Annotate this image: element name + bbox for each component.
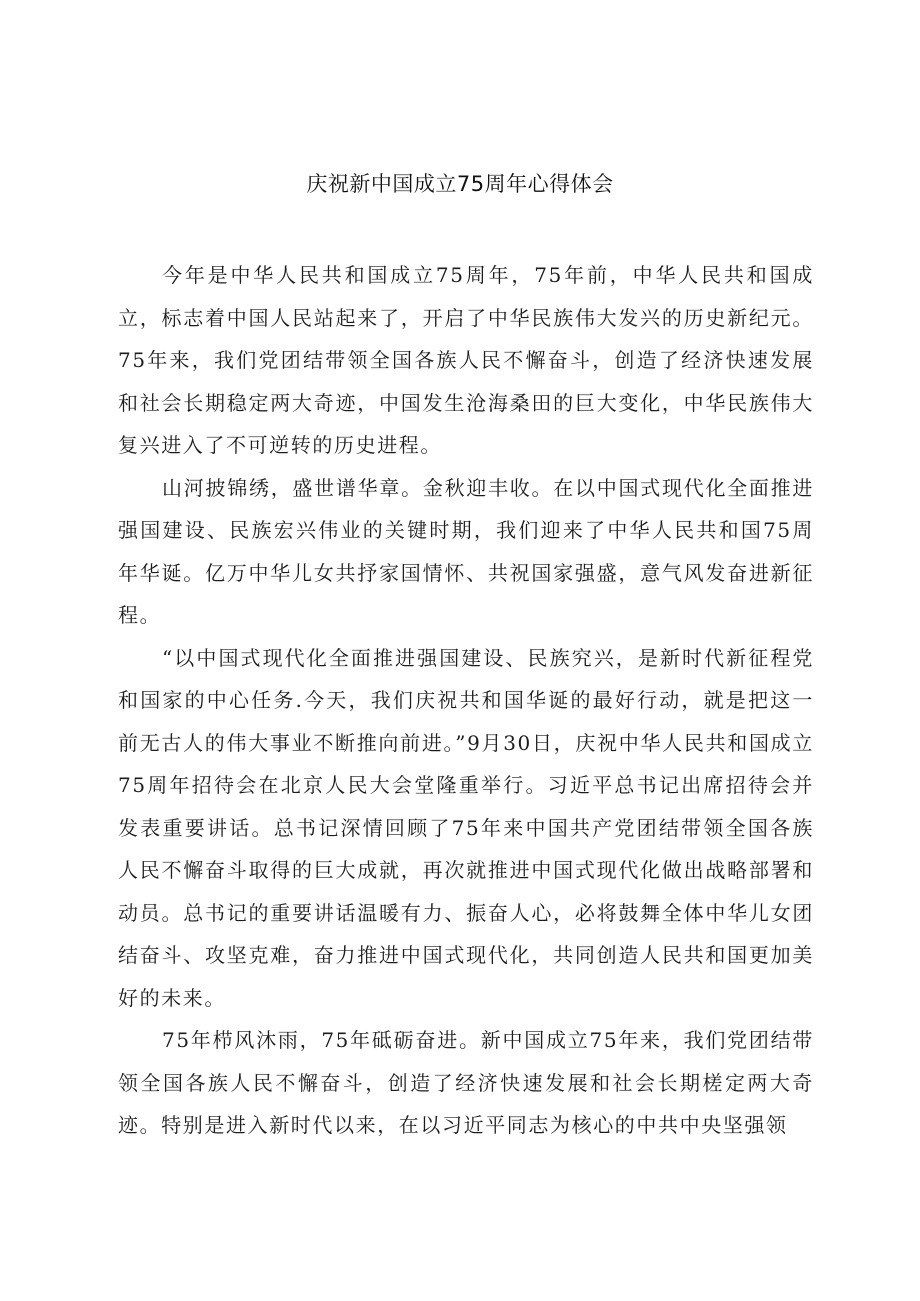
paragraph-2: 山河披锦绣，盛世谱华章。金秋迎丰收。在以中国式现代化全面推进强国建设、民族宏兴伟业的关键时期，我们迎来了中华人民共和国75周年华诞。亿万中华儿女共抒家国情怀、共祝国家强盛，意气风发奋进新征程。 [118, 475, 814, 627]
document-body [118, 254, 814, 1147]
paragraph-4: 75年栉风沐雨，75年砥砺奋进。新中国成立75年来，我们党团结带领全国各族人民不懈奋斗，创造了经济快速发展和社会长期槎定两大奇迹。特别是进入新时代以来，在以习近平同志为核心的中共中央坚强领 [118, 1028, 814, 1137]
document-title: 庆祝新中国成立75周年心得体会 [306, 172, 614, 196]
paragraph-1: 今年是中华人民共和国成立75周年，75年前，中华人民共和国成立，标志着中国人民站起来了，开启了中华民族伟大发兴的历史新纪元。75年来，我们党团结带领全国各族人民不懈奋斗，创造了经济快速发展和社会长期稳定两大奇迹，中国发生沧海桑田的巨大变化，中华民族伟大复兴进入了不可逆转的历史进程。 [118, 263, 814, 457]
paragraph-3: “以中国式现代化全面推进强国建设、民族究兴，是新时代新征程党和国家的中心任务.今天，我们庆祝共和国华诞的最好行动，就是把这一前无古人的伟大事业不断推向前进。”9月30日，庆祝中华人民共和国成立75周年招待会在北京人民大会堂隆重举行。习近平总书记出席招待会并发表重要讲话。总书记深情回顾了75年来中国共产党团结带领全国各族人民不懈奋斗取得的巨大成就，再次就推进中国式现代化做出战略部署和动员。总书记的重要讲话温暖有力、振奋人心，必将鼓舞全体中华儿女团结奋斗、攻坚克难，奋力推进中国式现代化，共同创造人民共和国更加美好的未来。 [118, 645, 814, 1010]
